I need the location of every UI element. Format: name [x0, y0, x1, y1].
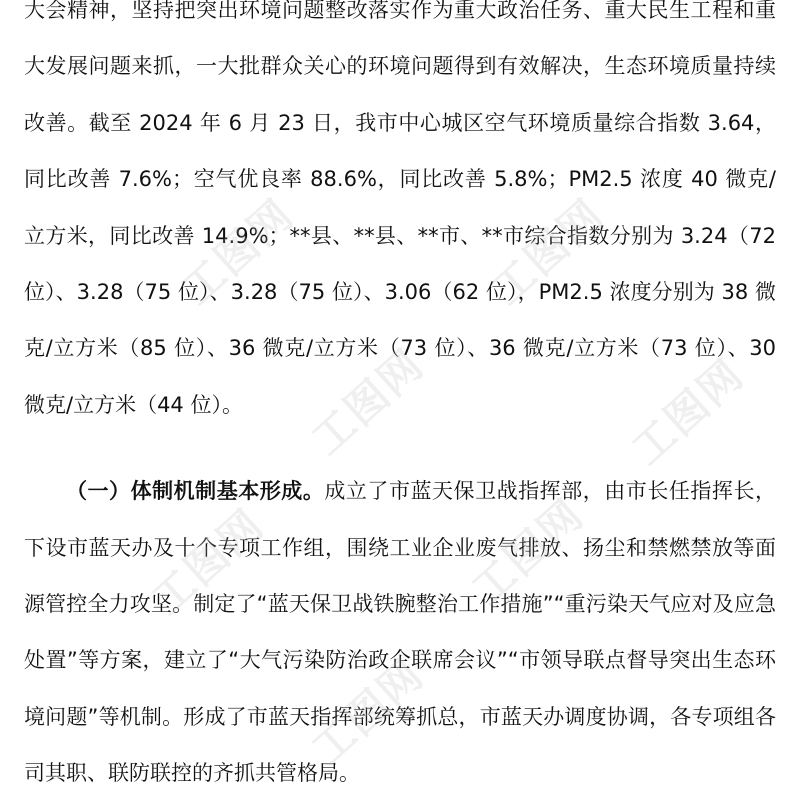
paragraph-section-1 — [24, 463, 776, 800]
watermark: 工图网 — [462, 489, 594, 615]
section-1-body: 成立了市蓝天保卫战指挥部，由市长任指挥长，下设市蓝天办及十个专项工作组，围绕工业企业废气排放、扬尘和禁燃禁放等面源管控全力攻坚。制定了“蓝天保卫战铁腕整治工作措施”“重污染天气应对及应急处置”等方案，建立了“大气污染防治政企联席会议”“市领导联点督导突出生态环境问题”等机制。形成了市蓝天指挥部统筹抓总，市蓝天办调度协调，各专项组各司其职、联防联控的齐抓共管格局。 — [24, 479, 776, 786]
watermark: 工图网 — [142, 499, 274, 625]
watermark: 工图网 — [302, 339, 434, 465]
watermark: 工图网 — [172, 189, 304, 315]
paragraph-air-quality — [24, 0, 776, 433]
document-body — [24, 0, 776, 800]
paragraph-air-quality-text: 大会精神，坚持把突出环境问题整改落实作为重大政治任务、重大民生工程和重大发展问题来抓，一大批群众关心的环境问题得到有效解决，生态环境质量持续改善。截至 2024 年 6 月 23 日，我市中心城区空气环境质量综合指数 3.64，同比改善 7.6%；空气优良率 88.6%，同比改善 5.8%；PM2.5 浓度 40 微克/立方米，同比改善 14.9%；**县、**县、**市、**市综合指数分别为 3.24（72 位）、3.28（75 位）、3.28（75 位）、3.06（62 位），PM2.5 浓度分别为 38 微克/立方米（85 位）、36 微克/立方米（73 位）、36 微克/立方米（73 位）、30 微克/立方米（44 位）。 — [24, 0, 776, 417]
section-1-heading: （一）体制机制基本形成。 — [66, 479, 325, 504]
watermark: 工图网 — [302, 649, 434, 775]
watermark: 工图网 — [622, 349, 754, 475]
watermark: 工图网 — [482, 189, 614, 315]
paragraph-spacer — [24, 433, 776, 463]
